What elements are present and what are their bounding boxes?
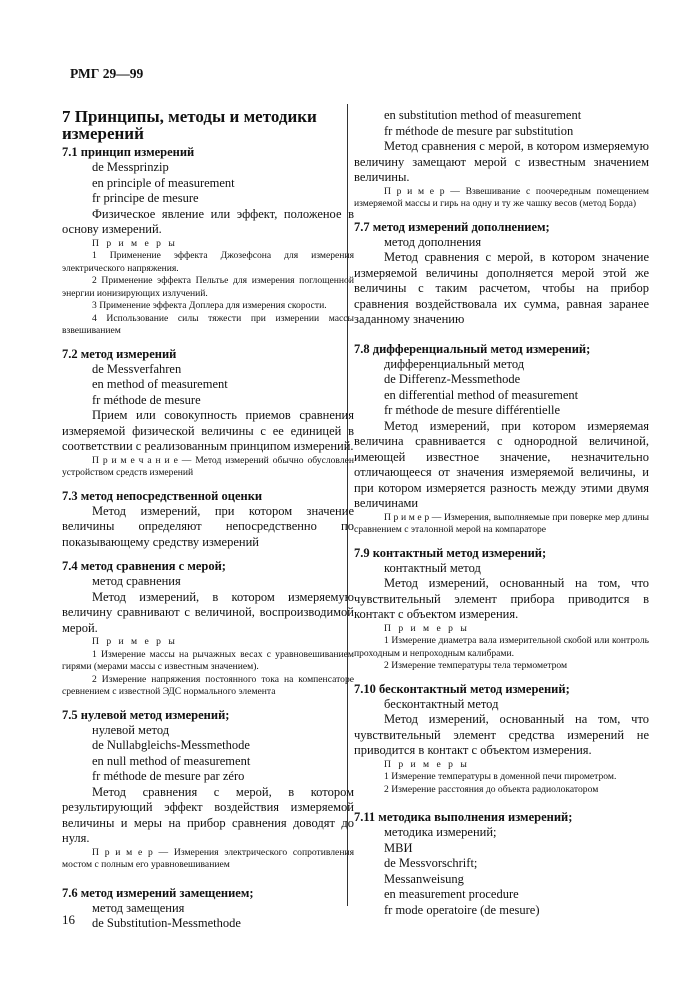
note: П р и м е ч а н и е — Метод измерений обычно обусловлен устройством средств измерений [62, 454, 354, 478]
term-7-8-heading: 7.8 дифференциальный метод измерений; [354, 341, 591, 356]
term-synonym: нулевой метод [92, 722, 170, 737]
term-translation: fr principe de mesure [92, 191, 199, 205]
definition: Метод измерений, основанный на том, что чувствительный элемент прибора приводится в контакт с объектом измерения. [354, 576, 649, 621]
term-synonym: методика измерений; [384, 825, 497, 839]
example-item: 1 Измерение температуры в доменной печи пирометром. [384, 771, 617, 782]
term-translation: fr méthode de mesure [92, 392, 201, 407]
term-translation: fr méthode de mesure par zéro [92, 769, 245, 783]
running-header: РМГ 29—99 [70, 66, 144, 81]
section-title: 7 Принципы, методы и методики измерений [62, 107, 317, 143]
definition: Метод измерений, при котором значение величины определяют непосредственно по показывающему средству измерений [62, 503, 354, 549]
examples-label: П р и м е р ы [384, 622, 470, 634]
definition: Метод измерений, основанный на том, что чувствительный элемент средства измерений не приводится в контакт с объектом измерения. [354, 712, 649, 757]
term-translation: Messanweisung [384, 871, 464, 886]
term-translation: fr méthode de mesure par substitution [384, 123, 574, 138]
example-item: 1 Измерение диаметра вала измерительной скобой или контроль проходным и непроходным калибрами. [354, 635, 649, 659]
term-translation: en differential method of measurement [384, 387, 579, 402]
definition: Метод измерений, при котором измеряемая величина сравнивается с однородной величиной, имеющей известное значение, незначительно отличающееся от значения измеряемой величины, и при котором измеряется разность между этими двумя величинами [354, 418, 649, 510]
definition: Метод сравнения с мерой, в котором измеряемую величину замещают мерой с известным значением величины. [354, 139, 649, 184]
example-item: 3 Применение эффекта Доплера для измерения скорости. [92, 300, 327, 311]
term-translation: en substitution method of measurement [384, 108, 582, 122]
term-synonym: метод дополнения [384, 234, 482, 249]
term-7-7-heading: 7.7 метод измерений дополнением; [354, 219, 550, 234]
example: П р и м е р — Измерения электрического сопротивления мостом с полным его уравновешиванием [62, 846, 354, 870]
definition: Прием или совокупность приемов сравнения измеряемой физической величины с ее единицей в соответствии с реализованным принципом измерений. [62, 408, 354, 453]
example-item: 2 Измерение расстояния до объекта радиолокатором [384, 783, 599, 795]
term-7-1-heading: 7.1 принцип измерений [62, 145, 195, 159]
term-translation: de Nullabgleichs-Messmethode [92, 738, 250, 752]
definition: Метод сравнения с мерой, в котором результирующий эффект воздействия измеряемой величины и меры на прибор сравнения доводят до нуля. [62, 784, 354, 845]
term-7-3-heading: 7.3 метод непосредственной оценки [62, 488, 263, 503]
term-synonym: метод сравнения [92, 574, 181, 588]
term-synonym: МВИ [384, 840, 413, 855]
page-number: 16 [62, 912, 75, 927]
term-7-9-heading: 7.9 контактный метод измерений; [354, 545, 547, 560]
term-translation: en principle of measurement [92, 175, 235, 190]
term-synonym: бесконтактный метод [384, 696, 499, 711]
term-7-2-heading: 7.2 метод измерений [62, 346, 177, 361]
term-synonym: дифференциальный метод [384, 356, 525, 371]
term-7-4-heading: 7.4 метод сравнения с мерой; [62, 559, 226, 573]
term-7-10-heading: 7.10 бесконтактный метод измерений; [354, 681, 570, 696]
example-item: 1 Измерение массы на рычажных весах с уравновешиванием гирями (мерами массы с известным значением). [62, 648, 354, 672]
term-translation: de Messprinzip [92, 160, 169, 174]
definition: Метод измерений, в котором измеряемую величину сравнивают с величиной, воспроизводимой мерой. [62, 589, 354, 635]
term-translation: de Substitution-Messmethode [92, 916, 241, 930]
term-synonym: метод замещения [92, 900, 185, 915]
term-translation: de Messverfahren [92, 361, 182, 376]
example: П р и м е р — Взвешивание с поочередным помещением измеряемой массы и гирь на одну и ту же чашку весов (метод Борда) [354, 185, 649, 209]
term-7-6-heading: 7.6 метод измерений замещением; [62, 885, 254, 900]
definition: Физическое явление или эффект, положеное в основу измерений. [62, 206, 354, 236]
right-column [354, 108, 649, 918]
term-synonym: контактный метод [384, 560, 481, 575]
example: П р и м е р — Измерения, выполняемые при поверке мер длины сравнением с эталонной мерой на компараторе [354, 511, 649, 535]
example-item: 2 Измерение напряжения постоянного тока на компенсаторе сревнением с известной ЭДС нормального элемента [62, 673, 354, 697]
example-item: 1 Применение эффекта Джозефсона для измерения электрического напряжения. [62, 250, 354, 274]
example-item: 2 Измерение температуры тела термометром [384, 660, 568, 671]
term-translation: fr méthode de mesure différentielle [384, 403, 561, 417]
term-translation: en null method of measurement [92, 753, 251, 768]
term-7-11-heading: 7.11 методика выполнения измерений; [354, 810, 573, 824]
term-7-5-heading: 7.5 нулевой метод измерений; [62, 707, 230, 722]
term-translation: de Messvorschrift; [384, 856, 478, 870]
examples-label: П р и м е р ы [92, 636, 178, 647]
definition: Метод сравнения с мерой, в котором значение измеряемой величины дополняется мерой этой же величины с таким расчетом, чтобы на прибор сравнения воздействовала их сумма, равная заранее заданному значению [354, 250, 649, 326]
left-column [62, 108, 354, 932]
term-translation: fr mode operatoire (de mesure) [384, 902, 540, 917]
term-translation: en method of measurement [92, 377, 228, 391]
examples-label: П р и м е р ы [92, 237, 178, 249]
term-translation: de Differenz-Messmethode [384, 372, 521, 386]
example-item: 2 Применение эффекта Пельтье для измерения поглощенной энергии ионизирующих излучений. [62, 275, 354, 299]
examples-label: П р и м е р ы [384, 758, 470, 770]
example-item: 4 Использование силы тяжести при измерении массы взвешиванием [62, 312, 354, 336]
term-translation: en measurement procedure [384, 887, 519, 901]
